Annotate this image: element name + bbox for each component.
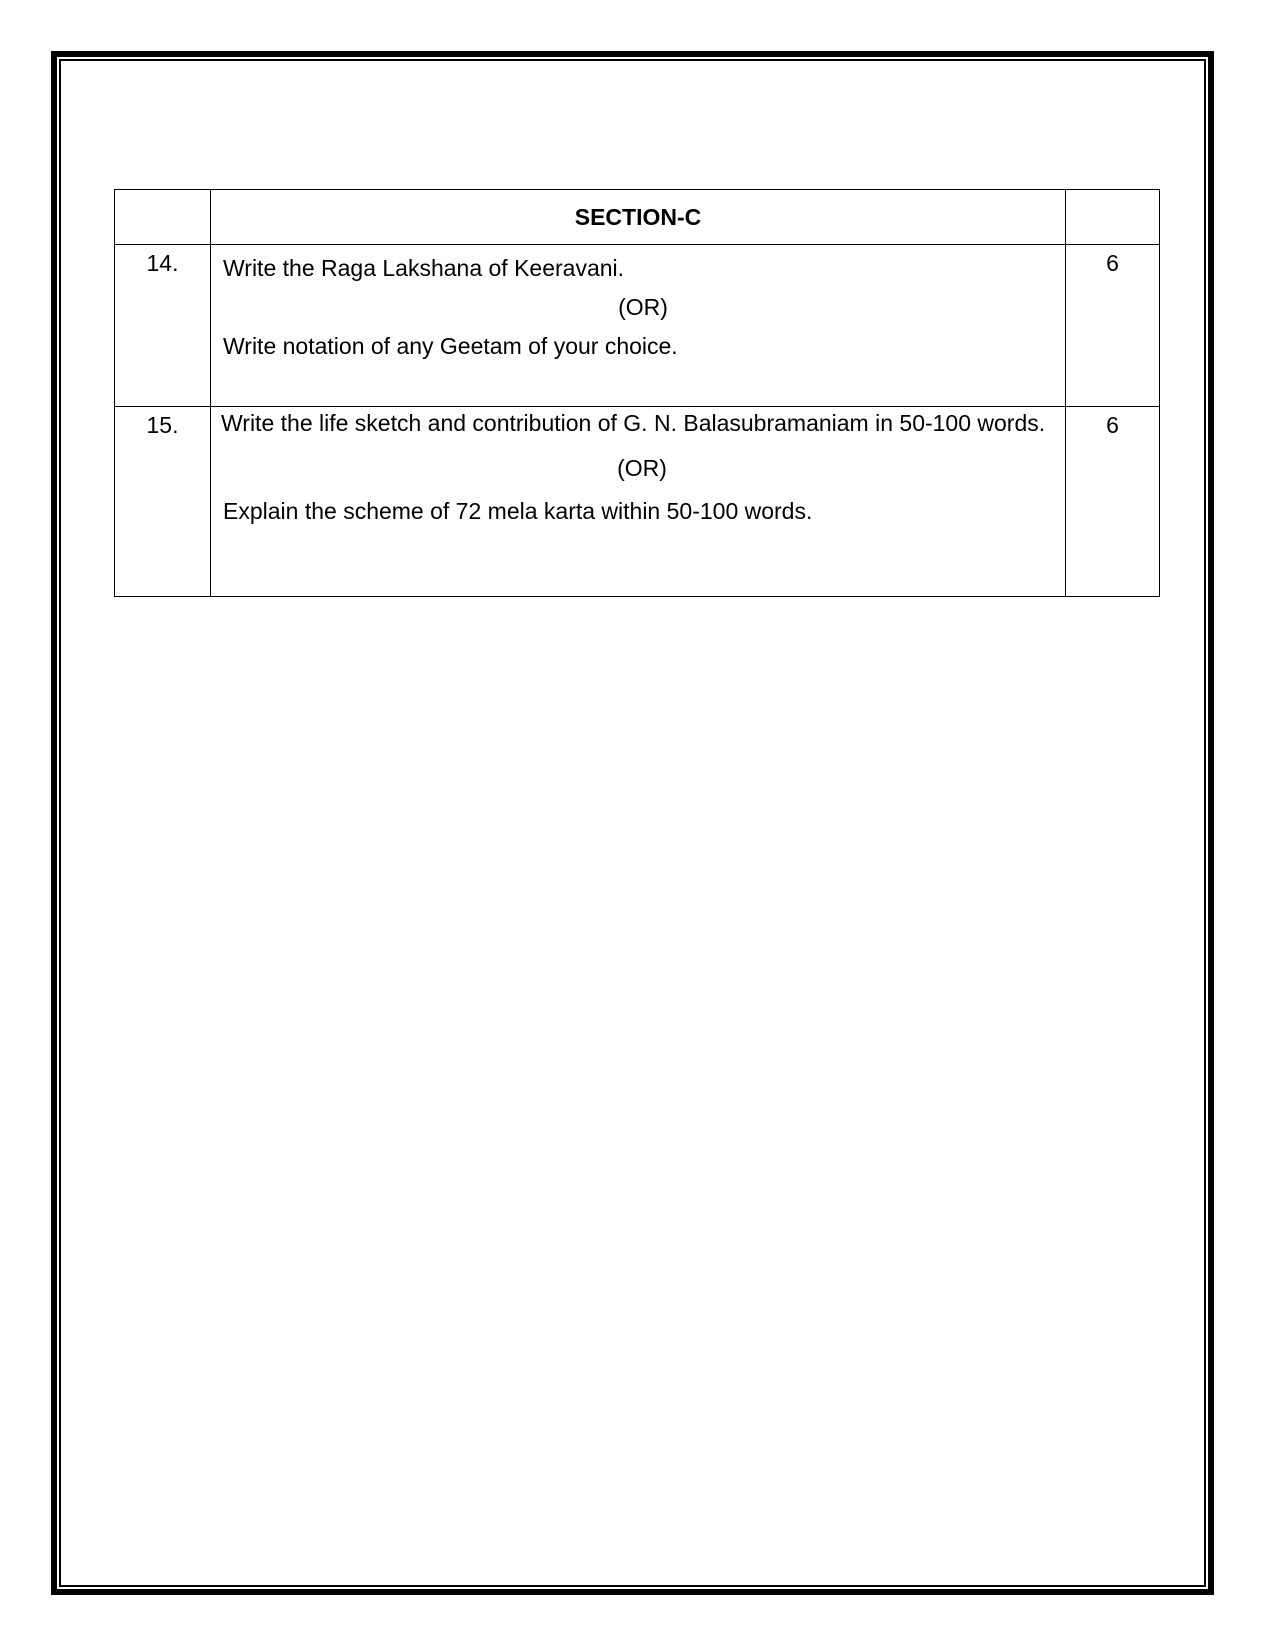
header-number-cell bbox=[115, 190, 211, 245]
question-text bbox=[211, 245, 1066, 407]
question-option-a: Write the Raga Lakshana of Keeravani. bbox=[223, 255, 625, 281]
or-label: (OR) bbox=[617, 455, 667, 481]
question-number: 14. bbox=[115, 245, 211, 407]
section-header-row bbox=[115, 190, 1160, 245]
question-text bbox=[211, 407, 1066, 597]
question-option-a: Write the life sketch and contribution of G. N. Balasubramaniam in 50-100 words. bbox=[221, 410, 1046, 436]
question-option-b: Explain the scheme of 72 mela karta within 50-100 words. bbox=[223, 498, 813, 524]
question-row-14 bbox=[115, 245, 1160, 407]
question-number: 15. bbox=[115, 407, 211, 597]
or-label: (OR) bbox=[618, 294, 668, 320]
question-table bbox=[114, 189, 1160, 597]
question-option-b: Write notation of any Geetam of your choice. bbox=[223, 333, 678, 359]
question-marks: 6 bbox=[1066, 245, 1160, 407]
header-marks-cell bbox=[1066, 190, 1160, 245]
question-marks: 6 bbox=[1066, 407, 1160, 597]
section-title: SECTION-C bbox=[211, 190, 1066, 245]
question-row-15 bbox=[115, 407, 1160, 597]
